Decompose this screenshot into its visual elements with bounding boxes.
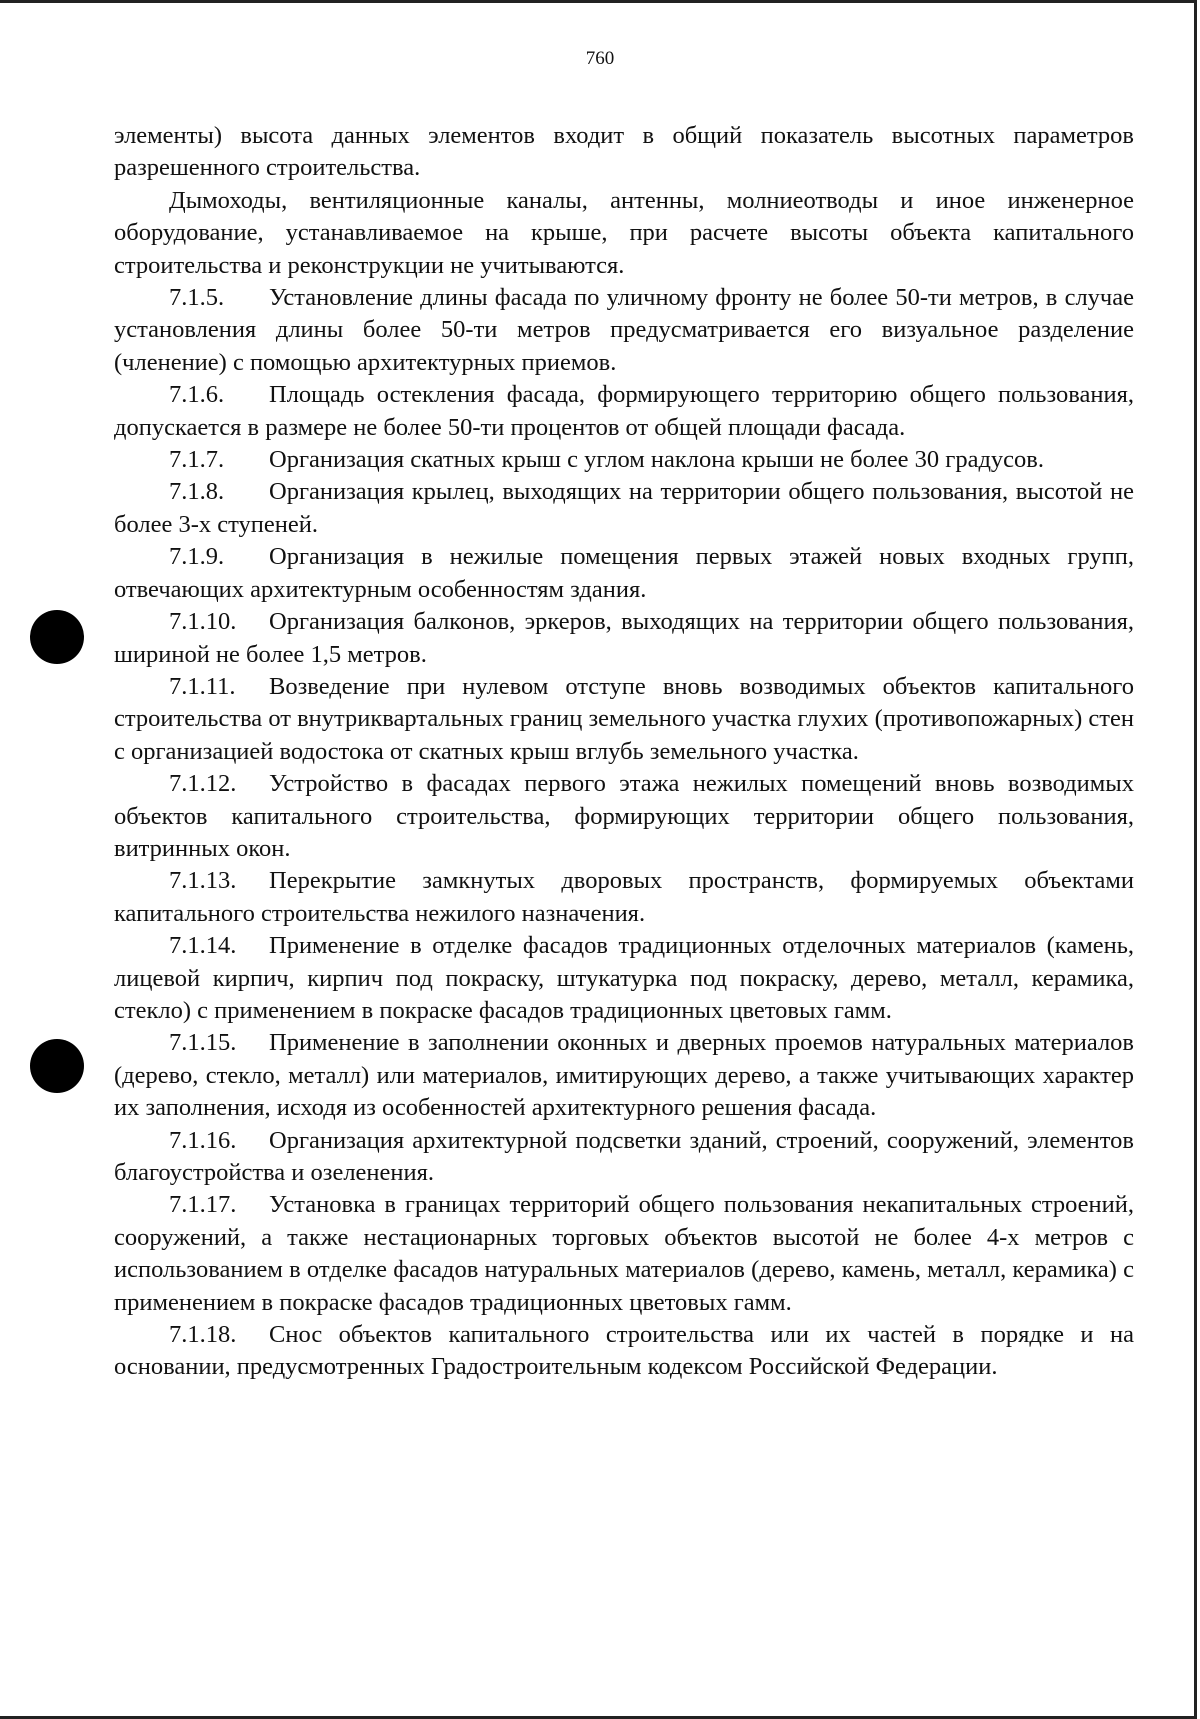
paragraph-continuation (114, 120, 1134, 185)
clause-7-1-12 (114, 768, 1134, 865)
page-number: 760 (585, 48, 615, 69)
punch-hole-icon (30, 1039, 84, 1093)
clause-number: 7.1.11. (169, 672, 236, 700)
clause-text: Организация балконов, эркеров, выходящих на территории общего пользования, шириной не более 1,5 метров. (114, 608, 1134, 668)
clause-7-1-18 (114, 1319, 1134, 1384)
paragraph-text: Дымоходы, вентиляционные каналы, антенны, молниеотводы и иное инженерное оборудование, устанавливаемое на крыше, при расчете высоты объекта капитального строительства и реконструкции не учитываются. (114, 186, 1134, 279)
clause-text: Установление длины фасада по уличному фронту не более 50-ти метров, в случае установления длины более 50-ти метров предусматривается его визуальное разделение (членение) с помощью архитектурных приемов. (114, 284, 1134, 376)
clause-number: 7.1.7. (169, 446, 225, 474)
clause-number: 7.1.16. (169, 1126, 237, 1154)
clause-text: Применение в отделке фасадов традиционных отделочных материалов (камень, лицевой кирпич, кирпич под покраску, штукатурка под покраску, дерево, металл, керамика, стекло) с применением в покраске фасадов традиционных цветовых гамм. (114, 932, 1134, 1024)
clause-text: Площадь остекления фасада, формирующего территорию общего пользования, допускается в размере не более 50-ти процентов от общей площади фасада. (114, 381, 1134, 441)
clause-text: Устройство в фасадах первого этажа нежилых помещений вновь возводимых объектов капитального строительства, формирующих территории общего пользования, витринных окон. (114, 770, 1134, 862)
paragraph-text: элементы) высота данных элементов входит в общий показатель высотных параметров разрешенного строительства. (114, 122, 1134, 182)
clause-7-1-9 (114, 541, 1134, 606)
clause-7-1-14 (114, 930, 1134, 1027)
clause-text: Снос объектов капитального строительства или их частей в порядке и на основании, предусмотренных Градостроительным кодексом Российской Федерации. (114, 1321, 1134, 1381)
clause-7-1-11 (114, 671, 1134, 768)
clause-text: Организация крылец, выходящих на территории общего пользования, высотой не более 3-х ступеней. (114, 478, 1134, 538)
clause-number: 7.1.14. (169, 932, 237, 960)
clause-number: 7.1.18. (169, 1321, 237, 1349)
clause-7-1-15 (114, 1027, 1134, 1124)
clause-7-1-6 (114, 379, 1134, 444)
clause-text: Перекрытие замкнутых дворовых пространств, формируемых объектами капитального строительства нежилого назначения. (114, 867, 1134, 927)
punch-hole-icon (30, 610, 84, 664)
document-body (114, 120, 1134, 1384)
clause-text: Возведение при нулевом отступе вновь возводимых объектов капитального строительства от внутриквартальных границ земельного участка глухих (противопожарных) стен с организацией водостока от скатных крыш вглубь земельного участка. (114, 672, 1134, 765)
clause-7-1-10 (114, 606, 1134, 671)
clause-text: Организация скатных крыш с углом наклона крыши не более 30 градусов. (269, 446, 1044, 474)
clause-7-1-5 (114, 282, 1134, 379)
clause-number: 7.1.13. (169, 867, 237, 895)
clause-text: Установка в границах территорий общего пользования некапитальных строений, сооружений, а также нестационарных торговых объектов высотой не более 4-х метров с использованием в отделке фасадов натуральных материалов (дерево, камень, металл, керамика) с применением в покраске фасадов традиционных цветовых гамм. (114, 1191, 1134, 1316)
clause-7-1-16 (114, 1125, 1134, 1190)
clause-text: Организация архитектурной подсветки зданий, строений, сооружений, элементов благоустройства и озеленения. (114, 1126, 1134, 1186)
clause-number: 7.1.17. (169, 1191, 237, 1219)
clause-7-1-8 (114, 476, 1134, 541)
clause-number: 7.1.12. (169, 770, 237, 798)
clause-number: 7.1.6. (169, 381, 225, 409)
clause-text: Применение в заполнении оконных и дверных проемов натуральных материалов (дерево, стекло, металл) или материалов, имитирующих дерево, а также учитывающих характер их заполнения, исходя из особенностей архитектурного решения фасада. (114, 1029, 1134, 1122)
clause-7-1-7 (114, 444, 1134, 476)
clause-number: 7.1.8. (169, 478, 225, 506)
clause-number: 7.1.15. (169, 1029, 237, 1057)
clause-text: Организация в нежилые помещения первых этажей новых входных групп, отвечающих архитектурным особенностям здания. (114, 543, 1134, 603)
paragraph (114, 185, 1134, 282)
clause-number: 7.1.5. (169, 284, 225, 312)
clause-number: 7.1.9. (169, 543, 225, 571)
clause-number: 7.1.10. (169, 608, 237, 636)
clause-7-1-17 (114, 1189, 1134, 1319)
clause-7-1-13 (114, 865, 1134, 930)
